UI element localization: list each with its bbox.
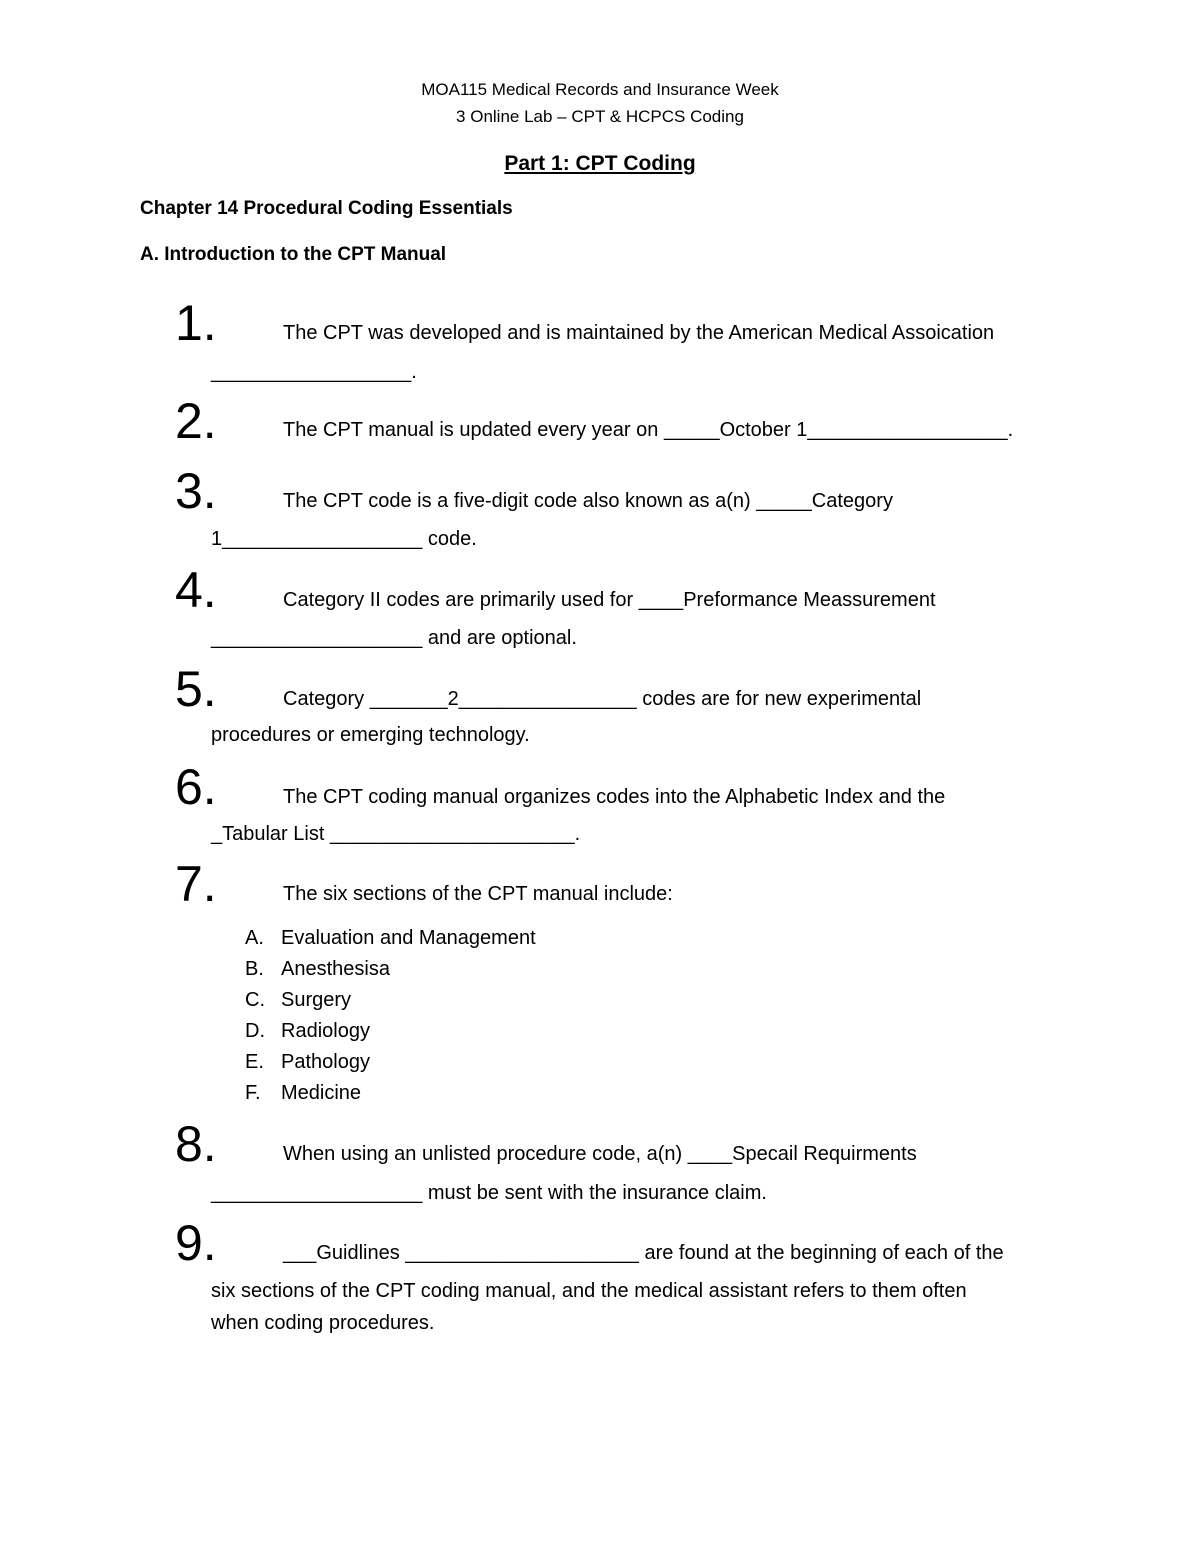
- list-item-letter: C.: [245, 989, 265, 1011]
- question-text: The CPT coding manual organizes codes into the Alphabetic Index and the: [283, 786, 946, 808]
- question-number: 5.: [175, 661, 217, 717]
- question-number: 3.: [175, 463, 217, 519]
- chapter-heading: Chapter 14 Procedural Coding Essentials: [140, 198, 513, 219]
- question-text: When using an unlisted procedure code, a(n) ____Specail Requirments: [283, 1143, 917, 1165]
- list-item-letter: A.: [245, 927, 264, 949]
- question-text: ___Guidlines _____________________ are found at the beginning of each of the: [283, 1242, 1004, 1264]
- document-title-line-2: 3 Online Lab – CPT & HCPCS Coding: [456, 107, 744, 126]
- list-item: Medicine: [281, 1082, 362, 1104]
- question-text: The CPT was developed and is maintained by the American Medical Assoication: [283, 322, 995, 344]
- list-item-letter: D.: [245, 1020, 265, 1042]
- section-heading: A. Introduction to the CPT Manual: [140, 244, 447, 265]
- list-item-letter: B.: [245, 958, 264, 980]
- list-item: Anesthesisa: [281, 958, 390, 980]
- question-text: Category II codes are primarily used for ____Preformance Meassurement: [283, 589, 936, 611]
- question-text-continued: ___________________ must be sent with the insurance claim.: [211, 1182, 767, 1204]
- part-title: Part 1: CPT Coding: [504, 152, 696, 175]
- question-number: 4.: [175, 562, 217, 618]
- list-item-letter: F.: [245, 1082, 261, 1104]
- list-item: Surgery: [281, 989, 352, 1011]
- question-text-continued: _Tabular List ______________________.: [211, 823, 581, 845]
- list-item: Radiology: [281, 1020, 370, 1042]
- list-item: Evaluation and Management: [281, 927, 536, 949]
- question-number: 6.: [175, 759, 217, 815]
- question-text: The CPT code is a five-digit code also known as a(n) _____Category: [283, 490, 893, 512]
- question-text: Category _______2________________ codes are for new experimental: [283, 688, 922, 710]
- question-number: 2.: [175, 393, 217, 449]
- list-item: Pathology: [281, 1051, 370, 1073]
- question-number: 8.: [175, 1116, 217, 1172]
- question-number: 1.: [175, 295, 217, 351]
- question-text-continued: six sections of the CPT coding manual, and the medical assistant refers to them often: [211, 1280, 967, 1302]
- question-text-continued: ___________________ and are optional.: [211, 627, 577, 649]
- question-text-continued: procedures or emerging technology.: [211, 724, 530, 746]
- question-number: 7.: [175, 856, 217, 912]
- question-text: The six sections of the CPT manual include:: [283, 883, 673, 905]
- document-title-line-1: MOA115 Medical Records and Insurance Week: [421, 80, 779, 99]
- question-number: 9.: [175, 1215, 217, 1271]
- question-text-continued: when coding procedures.: [211, 1312, 435, 1334]
- question-text-continued: __________________.: [211, 361, 417, 383]
- question-text-continued: 1__________________ code.: [211, 528, 477, 550]
- question-text: The CPT manual is updated every year on _____October 1__________________.: [283, 419, 1014, 441]
- list-item-letter: E.: [245, 1051, 264, 1073]
